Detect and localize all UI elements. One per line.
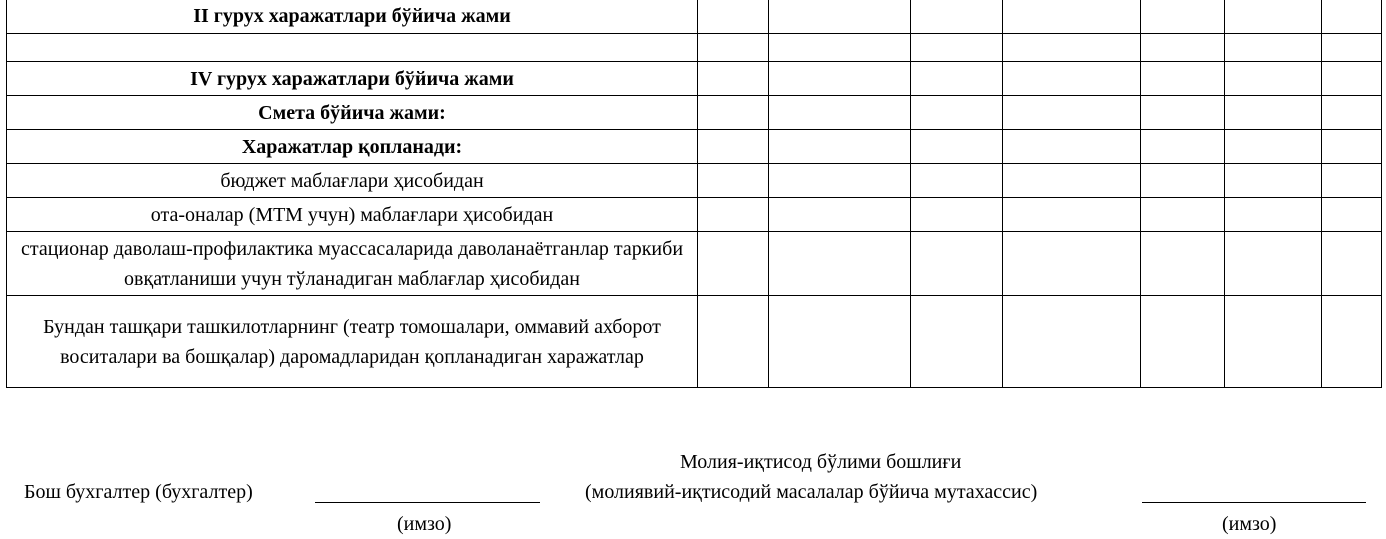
chief-accountant-signature-line[interactable] xyxy=(315,502,540,503)
table-cell xyxy=(769,296,911,388)
table-row xyxy=(7,0,1382,34)
table-cell xyxy=(1225,62,1322,96)
table-cell xyxy=(769,62,911,96)
table-row xyxy=(7,96,1382,130)
table-cell xyxy=(1141,296,1225,388)
row-label: Харажатлар қопланади: xyxy=(7,130,698,164)
table-row xyxy=(7,198,1382,232)
signature-hint-left: (имзо) xyxy=(397,513,452,535)
table-cell xyxy=(1225,96,1322,130)
table-cell xyxy=(1225,296,1322,388)
table-cell xyxy=(911,62,1003,96)
signature-hint-right: (имзо) xyxy=(1222,513,1277,535)
table-cell xyxy=(698,296,769,388)
table-cell xyxy=(1003,130,1141,164)
table-cell xyxy=(1003,62,1141,96)
table-cell xyxy=(911,232,1003,296)
table-cell xyxy=(769,96,911,130)
table-cell xyxy=(1003,164,1141,198)
table-cell xyxy=(698,198,769,232)
table-cell xyxy=(1003,232,1141,296)
table-cell xyxy=(698,232,769,296)
table-cell xyxy=(911,198,1003,232)
table-cell xyxy=(1322,198,1382,232)
table-cell xyxy=(1225,198,1322,232)
table-row xyxy=(7,34,1382,62)
table-cell xyxy=(1141,232,1225,296)
table-cell xyxy=(698,130,769,164)
row-label: II гурух харажатлари бўйича жами xyxy=(7,0,698,34)
table-cell xyxy=(1003,0,1141,34)
table-cell xyxy=(698,164,769,198)
table-cell xyxy=(1003,34,1141,62)
table-cell xyxy=(1141,130,1225,164)
table-cell xyxy=(1141,96,1225,130)
finance-head-signature-line[interactable] xyxy=(1142,502,1366,503)
table-cell xyxy=(1225,232,1322,296)
table-cell xyxy=(1322,130,1382,164)
table-cell xyxy=(911,164,1003,198)
table-cell xyxy=(911,296,1003,388)
table-row xyxy=(7,296,1382,388)
row-label: Бундан ташқари ташкилотларнинг (театр томошалари, оммавий ахборот воситалари ва бошқалар) даромадларидан қопланадиган харажатлар xyxy=(7,296,698,388)
table-cell xyxy=(1141,34,1225,62)
table-cell xyxy=(769,198,911,232)
table-cell xyxy=(1322,0,1382,34)
table-cell xyxy=(769,232,911,296)
table-cell xyxy=(698,96,769,130)
table-cell xyxy=(1003,198,1141,232)
row-label: IV гурух харажатлари бўйича жами xyxy=(7,62,698,96)
table-cell xyxy=(1322,164,1382,198)
table-cell xyxy=(911,130,1003,164)
table-cell xyxy=(1322,96,1382,130)
table-cell xyxy=(1141,164,1225,198)
row-label: стационар даволаш-профилактика муассасаларида даволанаётганлар таркиби овқатланиши учун тўланадиган маблағлар ҳисобидан xyxy=(7,232,698,296)
table-cell xyxy=(698,62,769,96)
table-cell xyxy=(769,130,911,164)
row-label xyxy=(7,34,698,62)
table-row xyxy=(7,130,1382,164)
table-cell xyxy=(1225,164,1322,198)
table-row xyxy=(7,62,1382,96)
estimate-table xyxy=(6,0,1382,388)
table-row xyxy=(7,164,1382,198)
row-label: бюджет маблағлари ҳисобидан xyxy=(7,164,698,198)
table-cell xyxy=(1141,198,1225,232)
table-cell xyxy=(769,0,911,34)
table-cell xyxy=(698,34,769,62)
table-cell xyxy=(1225,130,1322,164)
table-cell xyxy=(1322,62,1382,96)
table-cell xyxy=(1322,296,1382,388)
table-cell xyxy=(911,96,1003,130)
row-label: Смета бўйича жами: xyxy=(7,96,698,130)
table-cell xyxy=(769,164,911,198)
table-cell xyxy=(769,34,911,62)
chief-accountant-label: Бош бухгалтер (бухгалтер) xyxy=(24,481,253,503)
table-cell xyxy=(1003,296,1141,388)
finance-head-title: Молия-иқтисод бўлими бошлиғи xyxy=(680,451,962,473)
table-cell xyxy=(1225,0,1322,34)
table-cell xyxy=(1141,62,1225,96)
finance-head-subtitle: (молиявий-иқтисодий масалалар бўйича мутахассис) xyxy=(585,481,1038,503)
row-label: ота-оналар (МТМ учун) маблағлари ҳисобидан xyxy=(7,198,698,232)
table-cell xyxy=(911,0,1003,34)
table-cell xyxy=(1225,34,1322,62)
table-cell xyxy=(1322,232,1382,296)
table-cell xyxy=(1141,0,1225,34)
table-cell xyxy=(698,0,769,34)
table-cell xyxy=(1322,34,1382,62)
table-cell xyxy=(911,34,1003,62)
table-cell xyxy=(1003,96,1141,130)
table-row xyxy=(7,232,1382,296)
